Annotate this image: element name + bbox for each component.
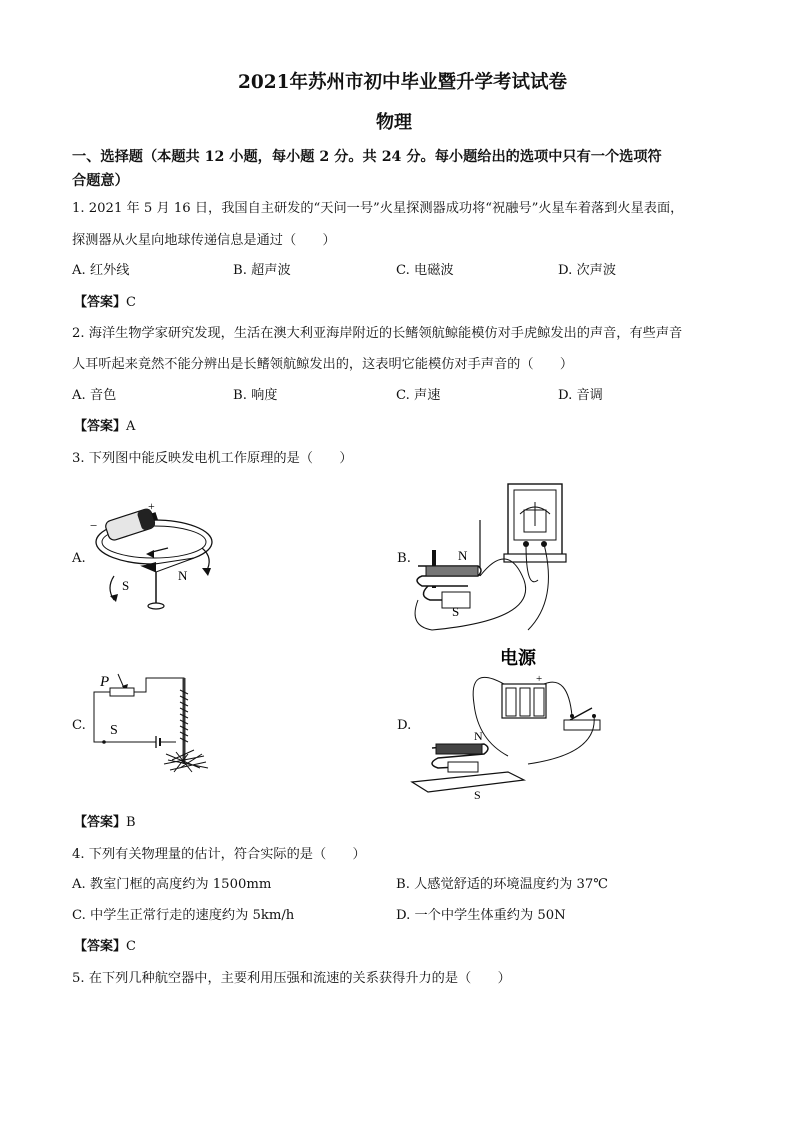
subject-title: 物理: [376, 112, 412, 133]
q2-option-d: D. 音调: [558, 388, 603, 403]
figure-b-label: B.: [397, 551, 411, 566]
q4-stem: 4. 下列有关物理量的估计，符合实际的是（ ）: [72, 847, 366, 862]
q1-option-c: C. 电磁波: [396, 263, 454, 278]
figure-a-label: A.: [72, 551, 86, 566]
compass-n-label: N: [178, 568, 188, 583]
motor-s-label: S: [474, 788, 481, 802]
page-title: 2021年苏州市初中毕业暨升学考试试卷: [238, 72, 567, 93]
q4-option-b: B. 人感觉舒适的环境温度约为 37℃: [396, 877, 609, 892]
q4-option-a: A. 教室门框的高度约为 1500mm: [72, 877, 272, 892]
figure-d-motor: [408, 644, 618, 802]
q1-stem-cont: 探测器从火星向地球传递信息是通过（ ）: [72, 233, 336, 248]
q2-option-c: C. 声速: [396, 388, 441, 403]
battery-minus-sign: −: [90, 518, 98, 533]
q4-option-d: D. 一个中学生体重约为 50N: [396, 908, 566, 923]
q2-option-a: A. 音色: [72, 388, 117, 403]
q2-option-b: B. 响度: [233, 388, 278, 403]
figure-b-generator: [408, 480, 598, 640]
magnet-s-label: S: [452, 604, 460, 619]
figure-a-compass-wire: [84, 492, 224, 622]
figure-c-electromagnet: [84, 664, 244, 782]
motor-n-label: N: [474, 729, 483, 743]
q2-stem: 2. 海洋生物学家研究发现，生活在澳大利亚海岸附近的长鳍领航鲸能模仿对手虎鲸发出的声音，有些声音: [72, 326, 683, 341]
q2-answer: 【答案】A: [74, 419, 136, 434]
q1-option-b: B. 超声波: [233, 263, 291, 278]
battery-plus-sign: +: [148, 499, 155, 513]
q4-option-c: C. 中学生正常行走的速度约为 5km/h: [72, 908, 295, 923]
section-heading-cont: 合题意）: [72, 173, 129, 189]
q3-answer: 【答案】B: [74, 815, 136, 830]
q4-answer: 【答案】C: [74, 939, 136, 954]
switch-s-label: S: [110, 723, 118, 738]
section-heading: 一、选择题（本题共 12 小题，每小题 2 分。共 24 分。每小题给出的选项中只有一个选项符: [72, 149, 662, 165]
magnet-n-label: N: [458, 548, 468, 563]
power-plus-sign: +: [536, 673, 543, 685]
rheostat-p-label: P: [100, 674, 110, 690]
power-supply-label: 电源: [500, 648, 536, 668]
figure-c-label: C.: [72, 718, 86, 733]
q1-stem: 1. 2021 年 5 月 16 日，我国自主研发的“天问一号”火星探测器成功将“祝融号”火星车着落到火星表面，: [72, 201, 684, 216]
q1-option-a: A. 红外线: [72, 263, 130, 278]
figure-d-label: D.: [397, 718, 412, 733]
q1-answer: 【答案】C: [74, 295, 136, 310]
q1-option-d: D. 次声波: [558, 263, 617, 278]
q2-stem-cont: 人耳听起来竟然不能分辨出是长鳍领航鲸发出的，这表明它能模仿对手声音的（ ）: [72, 357, 574, 372]
compass-s-label: S: [122, 578, 130, 593]
q5-stem: 5. 在下列几种航空器中，主要利用压强和流速的关系获得升力的是（ ）: [72, 971, 511, 986]
q3-stem: 3. 下列图中能反映发电机工作原理的是（ ）: [72, 451, 353, 466]
